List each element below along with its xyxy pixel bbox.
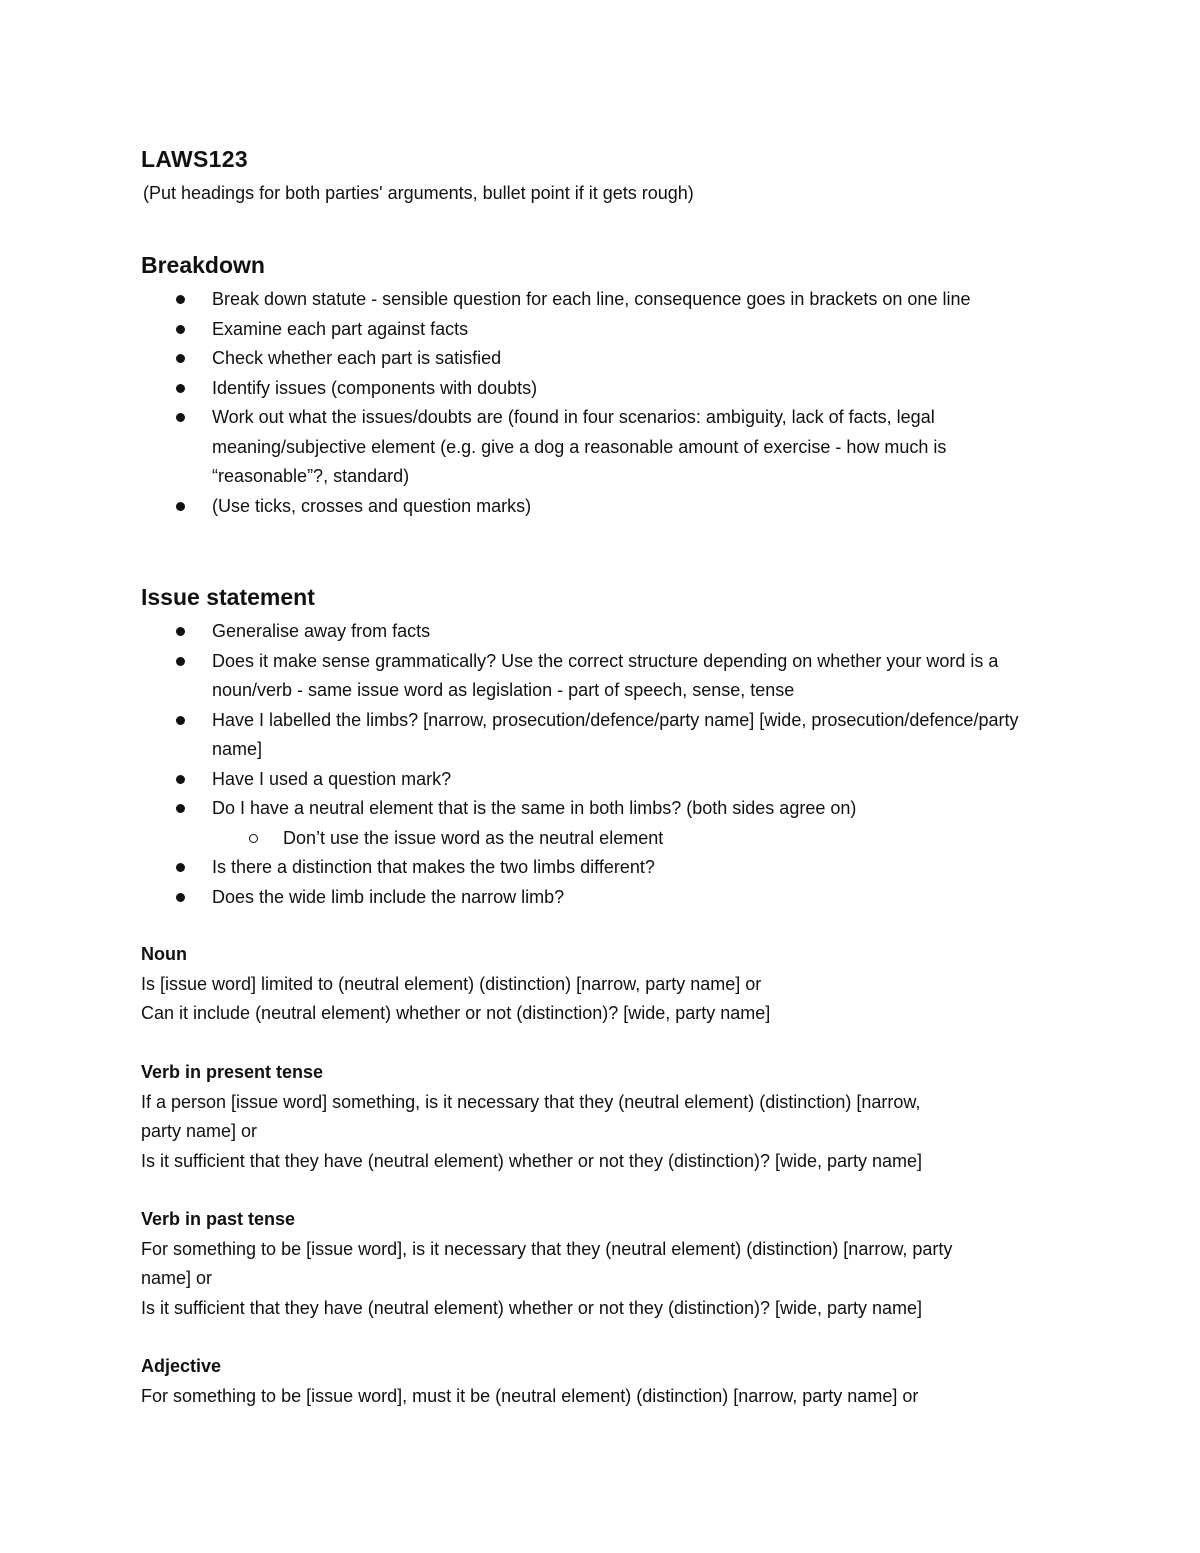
verb-past-heading: Verb in past tense <box>141 1209 296 1229</box>
bullet-icon <box>176 657 185 666</box>
verb-past-template <box>141 1205 1061 1323</box>
list-item: Check whether each part is satisfied <box>0 344 1200 374</box>
hollow-bullet-icon <box>249 834 258 843</box>
bullet-icon <box>176 354 185 363</box>
template-line: Is it sufficient that they have (neutral element) whether or not they (distinction)? [wide, party name] <box>141 1150 923 1171</box>
list-item: Examine each part against facts <box>0 315 1200 345</box>
adjective-template <box>141 1352 1061 1411</box>
template-line: party name] or <box>141 1121 258 1141</box>
verb-present-heading: Verb in present tense <box>141 1062 324 1082</box>
sub-list-item: Don’t use the issue word as the neutral element <box>0 824 1200 854</box>
bullet-icon <box>176 716 185 725</box>
bullet-icon <box>176 627 185 636</box>
bullet-icon <box>176 384 185 393</box>
verb-present-template <box>141 1058 1061 1176</box>
list-item: Identify issues (components with doubts) <box>0 374 1200 404</box>
adjective-heading: Adjective <box>141 1356 222 1376</box>
template-line: name] or <box>141 1268 213 1288</box>
list-item: Work out what the issues/doubts are (found in four scenarios: ambiguity, lack of facts, legal meaning/subjective element (e.g. give a dog a reasonable amount of exercise - how much is “reasonable”?, standard) <box>0 403 1200 492</box>
noun-template <box>141 940 1061 1029</box>
document-title: LAWS123 <box>141 146 248 172</box>
list-item: Does it make sense grammatically? Use the correct structure depending on whether your word is a noun/verb - same issue word as legislation - part of speech, sense, tense <box>0 647 1200 706</box>
bullet-icon <box>176 325 185 334</box>
template-line: Is [issue word] limited to (neutral element) (distinction) [narrow, party name] or <box>141 973 762 994</box>
bullet-icon <box>176 775 185 784</box>
document-subtitle: (Put headings for both parties' arguments, bullet point if it gets rough) <box>143 183 694 203</box>
list-item: Have I used a question mark? <box>0 765 1200 795</box>
bullet-icon <box>176 413 185 422</box>
list-item: Break down statute - sensible question for each line, consequence goes in brackets on one line <box>0 285 1200 315</box>
list-item: (Use ticks, crosses and question marks) <box>0 492 1200 522</box>
list-item: Have I labelled the limbs? [narrow, prosecution/defence/party name] [wide, prosecution/defence/party name] <box>0 706 1200 765</box>
template-line: For something to be [issue word], must it be (neutral element) (distinction) [narrow, party name] or <box>141 1385 919 1406</box>
issue-statement-heading: Issue statement <box>141 584 315 610</box>
bullet-icon <box>176 804 185 813</box>
breakdown-heading: Breakdown <box>141 252 265 278</box>
template-line: Can it include (neutral element) whether or not (distinction)? [wide, party name] <box>141 1003 771 1023</box>
template-line: If a person [issue word] something, is it necessary that they (neutral element) (distinction) [narrow, <box>141 1091 921 1112</box>
breakdown-list <box>0 285 1200 521</box>
bullet-icon <box>176 502 185 511</box>
list-item: Generalise away from facts <box>0 617 1200 647</box>
template-line: For something to be [issue word], is it necessary that they (neutral element) (distinction) [narrow, party <box>141 1238 953 1259</box>
bullet-icon <box>176 295 185 304</box>
list-item: Do I have a neutral element that is the same in both limbs? (both sides agree on) <box>0 794 1200 824</box>
bullet-icon <box>176 863 185 872</box>
bullet-icon <box>176 893 185 902</box>
template-line: Is it sufficient that they have (neutral element) whether or not they (distinction)? [wide, party name] <box>141 1297 923 1318</box>
noun-heading: Noun <box>141 944 187 964</box>
issue-statement-list <box>0 617 1200 912</box>
list-item: Does the wide limb include the narrow limb? <box>0 883 1200 913</box>
list-item: Is there a distinction that makes the two limbs different? <box>0 853 1200 883</box>
